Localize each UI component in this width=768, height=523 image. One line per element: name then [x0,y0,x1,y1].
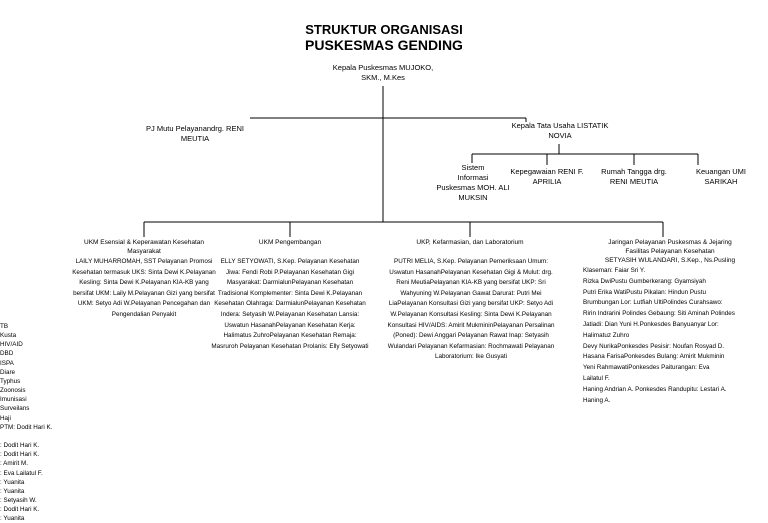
node-sistem-line2: Informasi [457,173,489,182]
chart-title-line2: PUSKESMAS GENDING [305,37,463,53]
node-sistem-line1: Sistem [461,163,485,172]
node-sistem-line4: MUKSIN [458,193,488,202]
ukm-esensial-title-line2: Masyarakat [127,248,161,255]
node-pj-mutu-line1: PJ Mutu Pelayanandrg. RENI [146,124,244,133]
jaringan-title-line1: Jaringan Pelayanan Puskesmas & Jejaring [608,239,732,246]
node-sistem-line3: Puskesmas MOH. ALI [436,183,510,192]
ukm-esensial-title-line1: UKM Esensial & Keperawatan Kesehatan [84,239,204,246]
ukp-body: PUTRI MELIA, S.Kep. Pelayanan Pemeriksaan Umum: Uswatun HasanahPelayanan Kesehatan Gigi & Mulut: drg. Reni MeutiaPelayanan KIA-KB yang bersifat UKP: Sri Wahyuning W.Pelayanan Gawat Darurat: Putri Mei LiaPelayanan Konsultasi Gizi yang bersifat UKP: Setyo Adi W.Pelayanan Konsultasi Kesling: Sinta Dewi K.Pelayanan Konsultasi HIV/AIDS: Amirit MukmininPelayanan Persalinan (Poned): Dewi Anggari Pelayanan Rawat Inap: Setyasih Wulandari Pelayanan Kefarmasian: Rochmawati Pelayanan Laboratorium: Ike Gusyati [387,258,555,361]
ukm-pengembangan-title: UKM Pengembangan [258,239,322,246]
node-rumah-tangga-line1: Rumah Tangga drg. [601,167,667,176]
node-kepegawaian [500,167,594,187]
node-tata-usaha-line2: NOVIA [548,131,572,140]
node-kepala-line1: Kepala Puskesmas MUJOKO, [332,63,434,72]
program-list: TB Kusta HIV/AID DBD ISPA Diare Typhus Zoonosis Imunisasi Surveilans Haji PTM: Dodit Hari K. : Dodit Hari K. : Dodit Hari K. : Amirit M. : Eva Lailatul F. : Yuanita : Yuanita : Setyasih W. : Dodit Hari K. : Yuanita [0,323,53,523]
jaringan-title-line3: SETYASIH WULANDARI, S.Kep., Ns.Pusling [604,257,736,264]
ukm-pengembangan-body: ELLY SETYOWATI, S.Kep. Pelayanan Kesehatan Jiwa: Fendi Robi P.Pelayanan Kesehatan Gigi Masyarakat: DarmialunPelayanan Kesehatan Tradisional Komplementer: Sinta Dewi K.Pelayanan Kesehatan Olahraga: DarmialunPelayanan Kesehatan Indera: Setyasih W.Pelayanan Kesehatan Lansia: Uswatun HasanahPelayanan Kesehatan Kerja: Halimatus ZuhroPelayanan Kesehatan Remaja: Masruroh Pelayanan Kesehatan Prolanis: Elly Setyowati [211,258,369,350]
node-tata-usaha [500,121,620,141]
node-tata-usaha-line1: Kepala Tata Usaha LISTATIK [511,121,609,130]
node-kepegawaian-line1: Kepegawaian RENI F. [510,167,584,176]
ukp-title: UKP, Kefarmasian, dan Laboratorium [416,239,524,246]
node-keuangan [676,167,766,187]
node-pj-mutu-line2: MEUTIA [180,134,210,143]
node-kepala-puskesmas [293,63,473,83]
node-pj-mutu [120,124,270,144]
ukm-esensial-body: LAILY MUHARROMAH, SST Pelayanan Promosi Kesehatan termasuk UKS: Sinta Dewi K.Pelayanan Kesling: Sinta Dewi K.Pelayanan KIA-KB yang bersifat UKM: Laily M.Pelayanan Gizi yang bersifat UKM: Setyo Adi W.Pelayanan Pencegahan dan Pengendalian Penyakit [72,258,216,318]
node-rumah-tangga-line2: RENI MEUTIA [609,177,659,186]
chart-title-line1: STRUKTUR ORGANISASI [305,22,463,37]
node-kepegawaian-line2: APRILIA [532,177,562,186]
jaringan-title [572,238,768,265]
node-rumah-tangga [594,167,674,187]
jaringan-body: Klaseman: Faiar Sri Y. Rizka DwiPustu Gumberkerang: Gyamsiyah Putri Erika WatiPustu Pikalan: Hindun Pustu Brumbungan Lor: Lutfiah UltiPolindes Curahsawo: Ririn Indrarini Polindes Gebaung: Siti Aminah Polindes Jatiadi: Dian Yuni H.Ponkesdes Banyuanyar Lor: Halimatuz Zuhro Devy NurikaPonkesdes Pesisir: Noufan Rosyad D. Hasana FarisaPonkesdes Bulang: Amirit Mukminin Yeni RahmawatiPonkesdes Paiturangan: Eva Lailatul F. Haning Andrian A. Ponkesdes Randupitu: Lestari A. Haning A. [583,267,735,404]
node-keuangan-line2: SARIKAH [704,177,738,186]
node-keuangan-line1: Keuangan UMI [695,167,747,176]
node-kepala-line2: SKM., M.Kes [361,73,405,82]
jaringan-title-line2: Fasilitas Pelayanan Kesehatan [625,248,715,255]
